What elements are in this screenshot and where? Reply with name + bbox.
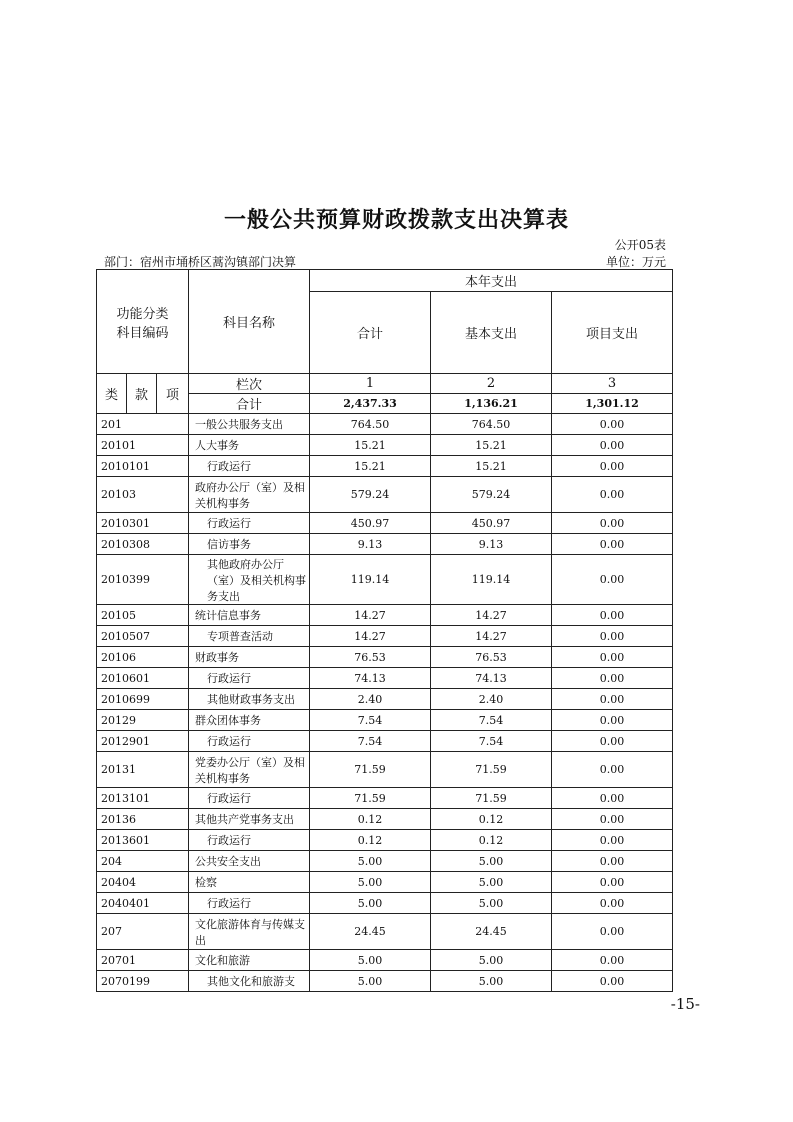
table-row: [97, 788, 673, 809]
table-row: [97, 605, 673, 626]
row-project: 0.00: [552, 477, 673, 513]
row-basic: 76.53: [431, 647, 552, 668]
row-code: 207: [97, 914, 189, 950]
row-subject-name: 其他共产党事务支出: [189, 809, 310, 830]
row-subject-name: 党委办公厅（室）及相关机构事务: [189, 752, 310, 788]
row-total: 5.00: [310, 851, 431, 872]
row-code: 2010308: [97, 534, 189, 555]
row-subject-name: 其他文化和旅游支: [189, 971, 310, 992]
function-code-line1: 功能分类: [116, 306, 169, 322]
row-total: 7.54: [310, 710, 431, 731]
row-code: 20103: [97, 477, 189, 513]
sum-basic: 1,136.21: [431, 394, 552, 414]
row-total: 15.21: [310, 435, 431, 456]
table-row: [97, 668, 673, 689]
table-row: [97, 710, 673, 731]
table-row: [97, 830, 673, 851]
row-basic: 764.50: [431, 414, 552, 435]
row-basic: 14.27: [431, 605, 552, 626]
row-code: 201: [97, 414, 189, 435]
row-basic: 9.13: [431, 534, 552, 555]
row-code: 2013601: [97, 830, 189, 851]
row-basic: 5.00: [431, 893, 552, 914]
row-subject-name: 行政运行: [189, 830, 310, 851]
table-row: [97, 872, 673, 893]
row-project: 0.00: [552, 605, 673, 626]
row-code: 20136: [97, 809, 189, 830]
row-total: 450.97: [310, 513, 431, 534]
row-project: 0.00: [552, 809, 673, 830]
table-row: [97, 914, 673, 950]
row-total: 5.00: [310, 872, 431, 893]
row-code: 2012901: [97, 731, 189, 752]
table-row: [97, 689, 673, 710]
row-code: 20101: [97, 435, 189, 456]
row-basic: 7.54: [431, 710, 552, 731]
unit-label: 单位：万元: [605, 255, 666, 269]
row-project: 0.00: [552, 689, 673, 710]
row-code: 20106: [97, 647, 189, 668]
row-subject-name: 行政运行: [189, 668, 310, 689]
row-subject-name: 行政运行: [189, 513, 310, 534]
row-code: 20404: [97, 872, 189, 893]
table-row: [97, 731, 673, 752]
row-total: 119.14: [310, 555, 431, 605]
row-basic: 24.45: [431, 914, 552, 950]
table-row: [97, 477, 673, 513]
row-project: 0.00: [552, 872, 673, 893]
row-subject-name: 统计信息事务: [189, 605, 310, 626]
row-code: 2010507: [97, 626, 189, 647]
row-total: 9.13: [310, 534, 431, 555]
row-subject-name: 公共安全支出: [189, 851, 310, 872]
row-subject-name: 检察: [189, 872, 310, 893]
row-code: 2040401: [97, 893, 189, 914]
row-project: 0.00: [552, 731, 673, 752]
table-row: [97, 752, 673, 788]
table-row: [97, 534, 673, 555]
table-row: [97, 435, 673, 456]
row-project: 0.00: [552, 414, 673, 435]
table-row: [97, 893, 673, 914]
row-basic: 7.54: [431, 731, 552, 752]
row-subject-name: 行政运行: [189, 456, 310, 477]
row-total: 5.00: [310, 971, 431, 992]
department-label: 部门：宿州市埇桥区蒿沟镇部门决算: [104, 255, 297, 269]
row-project: 0.00: [552, 893, 673, 914]
row-project: 0.00: [552, 668, 673, 689]
row-total: 0.12: [310, 830, 431, 851]
table-row: [97, 971, 673, 992]
row-subject-name: 人大事务: [189, 435, 310, 456]
total-header: 合计: [310, 292, 431, 374]
row-subject-name: 财政事务: [189, 647, 310, 668]
row-basic: 15.21: [431, 435, 552, 456]
function-code-header: [97, 270, 189, 374]
row-code: 20105: [97, 605, 189, 626]
row-basic: 74.13: [431, 668, 552, 689]
row-subject-name: 其他财政事务支出: [189, 689, 310, 710]
row-code: 2010101: [97, 456, 189, 477]
table-row: [97, 414, 673, 435]
row-basic: 5.00: [431, 950, 552, 971]
row-project: 0.00: [552, 435, 673, 456]
row-code: 2010601: [97, 668, 189, 689]
row-basic: 2.40: [431, 689, 552, 710]
table-row: [97, 809, 673, 830]
current-year-header: 本年支出: [310, 270, 673, 292]
row-total: 74.13: [310, 668, 431, 689]
row-basic: 5.00: [431, 872, 552, 893]
page-number: -15-: [670, 995, 700, 1013]
row-subject-name: 信访事务: [189, 534, 310, 555]
row-code: 2013101: [97, 788, 189, 809]
row-total: 5.00: [310, 950, 431, 971]
row-total: 579.24: [310, 477, 431, 513]
expenditure-table: [96, 269, 673, 992]
column-2-label: 2: [431, 374, 552, 394]
lei-header: 类: [97, 374, 127, 414]
row-total: 14.27: [310, 626, 431, 647]
row-project: 0.00: [552, 914, 673, 950]
table-row: [97, 626, 673, 647]
row-basic: 71.59: [431, 788, 552, 809]
row-project: 0.00: [552, 710, 673, 731]
row-subject-name: 行政运行: [189, 731, 310, 752]
sum-label: 合计: [189, 394, 310, 414]
row-total: 71.59: [310, 788, 431, 809]
row-subject-name: 文化和旅游: [189, 950, 310, 971]
row-total: 7.54: [310, 731, 431, 752]
row-basic: 15.21: [431, 456, 552, 477]
sum-project: 1,301.12: [552, 394, 673, 414]
row-total: 5.00: [310, 893, 431, 914]
row-code: 20131: [97, 752, 189, 788]
row-project: 0.00: [552, 647, 673, 668]
table-row: [97, 555, 673, 605]
row-total: 15.21: [310, 456, 431, 477]
row-basic: 5.00: [431, 851, 552, 872]
row-project: 0.00: [552, 971, 673, 992]
row-project: 0.00: [552, 626, 673, 647]
column-order-label: 栏次: [189, 374, 310, 394]
row-basic: 450.97: [431, 513, 552, 534]
column-3-label: 3: [552, 374, 673, 394]
table-row: [97, 456, 673, 477]
row-code: 2010301: [97, 513, 189, 534]
row-project: 0.00: [552, 456, 673, 477]
row-total: 14.27: [310, 605, 431, 626]
row-basic: 0.12: [431, 830, 552, 851]
sum-total: 2,437.33: [310, 394, 431, 414]
row-subject-name: 其他政府办公厅（室）及相关机构事务支出: [189, 555, 310, 605]
page-title: 一般公共预算财政拨款支出决算表: [223, 208, 569, 233]
form-number: 公开05表: [614, 238, 666, 252]
xiang-header: 项: [157, 374, 189, 414]
row-project: 0.00: [552, 513, 673, 534]
row-total: 0.12: [310, 809, 431, 830]
row-subject-name: 政府办公厅（室）及相关机构事务: [189, 477, 310, 513]
row-project: 0.00: [552, 950, 673, 971]
row-basic: 14.27: [431, 626, 552, 647]
row-subject-name: 行政运行: [189, 893, 310, 914]
kuan-header: 款: [127, 374, 157, 414]
row-project: 0.00: [552, 851, 673, 872]
table-row: [97, 950, 673, 971]
row-code: 20129: [97, 710, 189, 731]
row-project: 0.00: [552, 555, 673, 605]
row-basic: 579.24: [431, 477, 552, 513]
row-total: 76.53: [310, 647, 431, 668]
subject-name-header: 科目名称: [189, 270, 310, 374]
row-basic: 0.12: [431, 809, 552, 830]
row-basic: 5.00: [431, 971, 552, 992]
column-1-label: 1: [310, 374, 431, 394]
row-project: 0.00: [552, 788, 673, 809]
table-row: [97, 851, 673, 872]
row-code: 2070199: [97, 971, 189, 992]
row-subject-name: 一般公共服务支出: [189, 414, 310, 435]
basic-header: 基本支出: [431, 292, 552, 374]
row-code: 2010399: [97, 555, 189, 605]
function-code-line2: 科目编码: [116, 325, 169, 341]
row-code: 20701: [97, 950, 189, 971]
table-row: [97, 647, 673, 668]
row-project: 0.00: [552, 830, 673, 851]
row-code: 204: [97, 851, 189, 872]
row-code: 2010699: [97, 689, 189, 710]
row-project: 0.00: [552, 534, 673, 555]
row-basic: 71.59: [431, 752, 552, 788]
table-row: [97, 513, 673, 534]
row-subject-name: 专项普查活动: [189, 626, 310, 647]
row-project: 0.00: [552, 752, 673, 788]
row-subject-name: 行政运行: [189, 788, 310, 809]
row-total: 24.45: [310, 914, 431, 950]
row-total: 2.40: [310, 689, 431, 710]
row-subject-name: 群众团体事务: [189, 710, 310, 731]
row-total: 71.59: [310, 752, 431, 788]
row-total: 764.50: [310, 414, 431, 435]
row-basic: 119.14: [431, 555, 552, 605]
project-header: 项目支出: [552, 292, 673, 374]
row-subject-name: 文化旅游体育与传媒支出: [189, 914, 310, 950]
